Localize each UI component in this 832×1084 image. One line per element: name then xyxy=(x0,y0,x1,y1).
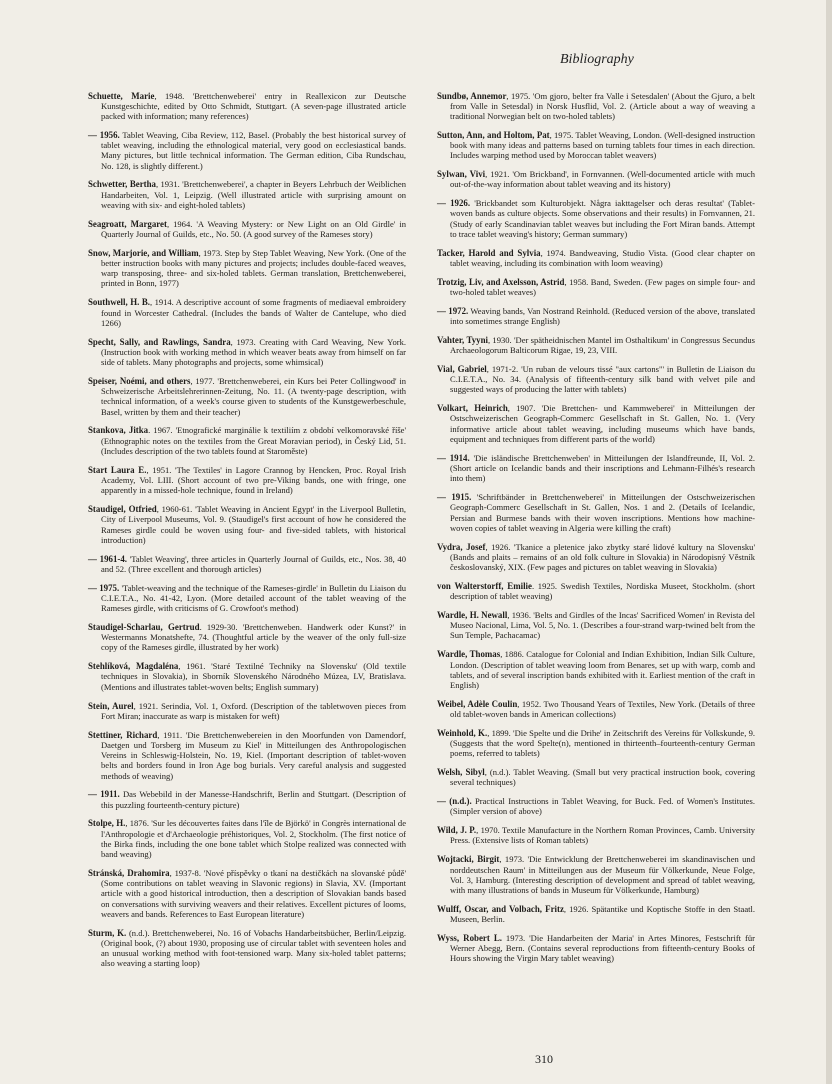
entry-citation: , (n.d.). Tablet Weaving. (Small but very practical instruction book, covering several techniques) xyxy=(450,767,755,788)
entry-author: Wardle, Thomas xyxy=(437,649,501,660)
entry-citation: , 1975. Tablet Weaving, London. (Well-designed instruction book with many ideas and patterns based on turning tablets four times in each direction. Includes warping method used by Moroccan tablet weavers) xyxy=(450,129,755,161)
bibliography-entry xyxy=(88,376,406,417)
entry-citation: Tablet Weaving, Ciba Review, 112, Basel. (Probably the best historical survey of tablet weaving, including the ethnological material, very good on ecclesiastical bands. Many pictures, but little technical information. The German edition, Ciba Rundschau, No. 128, is slightly different.) xyxy=(101,129,407,171)
bibliography-entry xyxy=(437,364,755,395)
entry-citation: . 1925. Swedish Textiles, Nordiska Museet, Stockholm. (short description of tablet weaving) xyxy=(450,580,756,602)
bibliography-entry xyxy=(437,796,755,817)
entry-citation: 1973. 'Die Handarbeiten der Maria' in Artes Minores, Festschrift für Werner Abegg, Bern. (Contains several reproductions from fifteenth-century Books of Hours showing the Virgin Mary tablet weaving) xyxy=(450,932,755,964)
entry-author: Stolpe, H. xyxy=(88,818,126,829)
page-number: 310 xyxy=(535,1052,553,1066)
bibliography-entry xyxy=(88,730,406,781)
bibliography-entry xyxy=(437,403,755,444)
entry-author: Snow, Marjorie, and William xyxy=(88,247,199,258)
entry-citation: , 1960-61. 'Tablet Weaving in Ancient Egypt' in the Liverpool Bulletin, City of Liverpool Museums, Vol. 9. (Staudigel's first account of how he considered the Rameses girdle could be woven using four- and five-sided tablets, with historical introduction) xyxy=(101,504,406,545)
entry-citation: , 1975. 'Om gjoro, belter fra Valle i Setesdalen' (About the Gjuro, a belt from Valle in Setesdal) in Norsk Husflid, Vol. 2. (Article about a way of weaving a traditional Norwegian belt on two-holed tablets) xyxy=(450,90,755,122)
bibliography-entry xyxy=(88,661,406,692)
bibliography-entry xyxy=(437,904,755,925)
entry-author: Vial, Gabriel xyxy=(437,363,487,374)
bibliography-entry xyxy=(88,504,406,545)
entry-author: Welsh, Sibyl xyxy=(437,767,485,778)
bibliography-entry xyxy=(437,581,755,602)
bibliography-entry xyxy=(88,425,406,456)
entry-author: Wulff, Oscar, and Volbach, Fritz xyxy=(437,903,564,914)
bibliography-entry xyxy=(437,130,755,161)
entry-citation: , 1936. 'Belts and Girdles of the Incas' Sacrificed Women' in Revista del Museo Nacional, Lima, Vol. 5, No. 1. (Describes a four-strand warp-twined belt from the Sun Temple, Pachacamac) xyxy=(450,609,755,641)
entry-citation: , 1964. 'A Weaving Mystery: or New Light on an Old Girdle' in Quarterly Journal of Guilds, etc., No. 50. (A good survey of the Rameses story) xyxy=(101,218,406,239)
entry-citation: , 1971-2. 'Un ruban de velours tissé "aux cartons"' in Bulletin de Liaison du C.I.E.T.A., No. 34. (Analysis of fifteenth-century silk band with velvet pile and suggested ways of producing the latter with tablets) xyxy=(450,363,756,395)
bibliography-entry xyxy=(88,622,406,653)
entry-citation: . 1967. 'Etnografické marginálie k textiliím z období velkomoravské říše' (Ethnographic notes on the textiles from the Great Moravian period), in Český Lid, 51. (Includes description of the two tablets found at Staroměste) xyxy=(101,425,406,456)
entry-citation: 'Brickbandet som Kulturobjekt. Några iakttagelser och deras resultat' (Tablet-woven bands as culture objects. Some observations and their results) in Fornvannen, 21. (Study of early Scandinavian tablet weaves but including the Fort Miran bands. Attempt to trace tablet weaving's history; German summary) xyxy=(450,198,756,239)
bibliography-entry xyxy=(88,465,406,496)
entry-author: Wardle, H. Newall xyxy=(437,609,508,620)
entry-author: Tacker, Harold and Sylvia xyxy=(437,247,541,258)
entry-author: Stettiner, Richard xyxy=(88,729,158,740)
bibliography-entry xyxy=(437,699,755,720)
bibliography-entry xyxy=(88,219,406,240)
entry-citation: , 1886. Catalogue for Colonial and Indian Exhibition, Indian Silk Culture, London. (Description of tablet weaving loom from Benares, set up with warp, comb and tablets, and of several inscription bands exhibited with it. Earliest mention of the craft in English) xyxy=(450,649,755,690)
entry-author: Sturm, K. xyxy=(88,927,127,938)
entry-citation: , 1911. 'Die Brettchenwebereien in den Moorfunden von Damendorf, Daetgen und Torsberg im Museum zu Kiel' in Mitteilungen des Anthropologischen Vereins in Schleswig-Holstein, No. 19, Kiel. (Important description of tablet-woven belts and borders found in Iron Age bog burials. Very careful analysis and suggested methods of weaving) xyxy=(101,729,407,781)
bibliography-entry xyxy=(88,91,406,122)
page-title: Bibliography xyxy=(560,52,634,67)
entry-citation: , 1907. 'Die Brettchen- und Kammweberei' in Mitteilungen der Ostschweizerischen Geograph-Commerc Gesellschaft in St. Gallen, No. 1. (Very informative article about tablet weaving, including museums which have bands, equipment and techniques from different parts of the world) xyxy=(450,403,755,444)
entry-citation: Practical Instructions in Tablet Weaving, for Buck. Fed. of Women's Institutes. (Simpler version of above) xyxy=(450,796,755,817)
entry-author: Weibel, Adèle Coulin xyxy=(437,698,518,709)
entry-author: Volkart, Heinrich xyxy=(437,403,508,414)
entry-author: Specht, Sally, and Rawlings, Sandra xyxy=(88,336,231,347)
entry-citation: 'Tablet Weaving', three articles in Quarterly Journal of Guilds, etc., Nos. 38, 40 and 52. (Three excellent and thorough articles) xyxy=(101,553,406,574)
entry-author: Seagroatt, Margaret xyxy=(88,218,167,229)
entry-author: — 1961-4. xyxy=(88,553,127,564)
entry-author: Vahter, Tyyni xyxy=(437,334,488,345)
entry-author: Stehlíková, Magdaléna xyxy=(88,661,179,672)
entry-author: Stránská, Drahomira xyxy=(88,867,170,878)
bibliography-entry xyxy=(437,335,755,356)
entry-citation: , 1931. 'Brettchenweberei', a chapter in Beyers Lehrbuch der Weiblichen Handarbeiten, Vol. 1, Leipzig. (Well illustrated article with surprising amount on weaving with six- and eight-holed tablets) xyxy=(101,179,406,210)
bibliography-entry xyxy=(437,91,755,122)
entry-author: Schuette, Marie xyxy=(88,90,155,101)
entry-author: Wojtacki, Birgit xyxy=(437,854,500,865)
entry-author: — 1914. xyxy=(437,452,470,463)
entry-author: Staudigel-Scharlau, Gertrud xyxy=(88,621,200,632)
bibliography-entry xyxy=(437,610,755,641)
entry-citation: , 1926. 'Tkanice a pletenice jako zbytky staré lidové kultury na Slovensku' (Bands and plaits – remains of an old folk culture in Slovakia) in Národopisný Věstník českoslovanský, XIX. (Few pages and pictures on tablet weaving in Slovakia) xyxy=(450,541,755,573)
entry-author: Trotzig, Liv, and Axelsson, Astrid xyxy=(437,276,565,287)
bibliography-entry xyxy=(88,179,406,210)
bibliography-entry xyxy=(437,767,755,788)
entry-citation: , 1876. 'Sur les découvertes faites dans l'île de Björkö' in Congrès international de l'Anthropologie et d'Archaeologie préhistoriques, Vol. 2, Stockholm. (The first notice of the Birka finds, including the one bone tablet which Stolpe realized was connected with band weaving) xyxy=(101,818,406,860)
entry-citation: , 1974. Bandweaving, Studio Vista. (Good clear chapter on tablet weaving, including its combination with loom weaving) xyxy=(450,247,755,268)
entry-citation: , 1930. 'Der spätheidnischen Mantel im Osthaltikum' in Congressus Secundus Archaeologorum Balticorum Rigae, 19, 23, VIII. xyxy=(450,334,755,356)
entry-citation: , 1977. 'Brettchenweberei, ein Kurs bei Peter Collingwood' in Schweizerische Arbeitslehrerinnen-Zeitung, No. 11. (A twenty-page description, with technical information, of a week's course given to students of the Kunstgewerbeschule, Basel, written by them and their teacher) xyxy=(101,375,406,417)
entry-citation: , 1961. 'Staré Textilné Techniky na Slovensku' (Old textile techniques in Slovakia), in Sborník Slovenského Národného Múzea, LV, Bratislava. (Mentions and illustrates tablet-woven belts; English summary) xyxy=(101,661,406,692)
entry-citation: , 1926. Spätantike und Koptische Stoffe in den Staatl. Museen, Berlin. xyxy=(450,903,755,925)
bibliography-entry xyxy=(437,854,755,895)
bibliography-entry xyxy=(437,169,755,190)
entry-author: — 1926. xyxy=(437,198,471,209)
bibliography-entry xyxy=(437,649,755,690)
bibliography-entry xyxy=(88,583,406,614)
entry-author: Sundbø, Annemor xyxy=(437,90,507,101)
entry-author: — (n.d.). xyxy=(437,796,472,807)
entry-author: Vydra, Josef xyxy=(437,541,486,552)
entry-author: Sutton, Ann, and Holtom, Pat xyxy=(437,129,550,140)
entry-author: Sylwan, Vivi xyxy=(437,169,486,180)
bibliography-entry xyxy=(88,701,406,722)
entry-citation: , 1958. Band, Sweden. (Few pages on simple four- and two-holed tablet weaves) xyxy=(450,276,755,298)
entry-citation: , 1948. 'Brettchenweberei' entry in Reallexicon zur Deutsche Kunstgeschichte, edited by Otto Schmidt, Stuttgart. (A seven-page illustrated article packed with information; many references) xyxy=(101,90,406,122)
entry-author: Southwell, H. B. xyxy=(88,297,150,308)
entry-citation: , 1937-8. 'Nové příspěvky o tkaní na destičkách na slovanské půdě' (Some contributions on tablet weaving in Slavonic regions) in Slavia, XV. (Important article with a good historical introduction, then a description of Slovakian bands based on conversations with surviving weavers and their relatives. Excellent pictures of looms, weavers and bands. References to East European literature) xyxy=(101,867,406,919)
bibliography-entry xyxy=(88,248,406,289)
entry-citation: (n.d.). Brettchenweberei, No. 16 of Vobachs Handarbeitsbücher, Berlin/Leipzig. (Original book, (?) about 1930, proposing use of circular tablet with seventeen holes and an unusual working method with foot-tensioned warp. Many six-holed tablet patterns; also weaving a starting loop) xyxy=(101,927,406,969)
bibliography-entry xyxy=(437,248,755,269)
entry-citation: , 1973. Creating with Card Weaving, New York. (Instruction book with working method in which weaver beats away from himself on far side of tablets. Many photographs and projects, some whimsical) xyxy=(101,336,406,368)
bibliography-entry xyxy=(88,130,406,171)
bibliography-entry xyxy=(88,818,406,859)
bibliography-entry xyxy=(437,306,755,327)
entry-citation: 'Schriftbänder in Brettchenweberei' in Mitteilungen der Ostschweizerischen Geograph-Commerc Gesellschaft in St. Gallen, Nos. 1 and 2. (Details of Icelandic, Persian and Burmese bands with their woven inscriptions. Mentions how machine-woven copies of tablet weaving in Algeria were killing the craft) xyxy=(450,492,755,533)
entry-author: Staudigel, Otfried xyxy=(88,504,157,515)
entry-author: Start Laura E. xyxy=(88,464,147,475)
entry-author: — 1956. xyxy=(88,129,120,140)
bibliography-entry xyxy=(88,789,406,810)
entry-author: Stein, Aurel xyxy=(88,700,134,711)
entry-citation: , 1973. Step by Step Tablet Weaving, New York. (One of the better instruction books with many pictures and projects; includes double-faced weaves, warp transposing, three- and six-holed tablets. German translation, Brettchenweberei, printed in Bonn, 1977) xyxy=(101,247,406,289)
entry-author: Wyss, Robert L. xyxy=(437,932,502,943)
entry-citation: Das Webebild in der Manesse-Handschrift, Berlin and Stuttgart. (Description of this puzzling fourteenth-century picture) xyxy=(101,789,407,810)
entry-citation: , 1921. Serindia, Vol. 1, Oxford. (Description of the tabletwoven pieces from Fort Miran; inaccurate as warp is mistaken for weft) xyxy=(101,700,406,721)
bibliography-left-column xyxy=(88,82,406,973)
entry-author: — 1975. xyxy=(88,582,120,593)
entry-author: — 1972. xyxy=(437,305,469,316)
entry-author: Speiser, Noémi, and others xyxy=(88,375,191,386)
entry-citation: . 1929-30. 'Brettchenweben. Handwerk oder Kunst?' in Westermanns Monatshefte, 74. (Thoughtful article by the weaver of the only full-size copy of the Rameses girdle, illustrated by her work) xyxy=(101,621,406,653)
bibliography-entry xyxy=(88,554,406,575)
entry-author: Schwetter, Bertha xyxy=(88,179,156,190)
bibliography-entry xyxy=(88,868,406,919)
entry-citation: 'Tablet-weaving and the technique of the Rameses-girdle' in Bulletin du Liaison du C.I.E.T.A., No. 41-42, Lyon. (More detailed account of the tablet weaving of the Rameses girdle, with criticisms of G. Crowfoot's method) xyxy=(101,582,407,614)
entry-citation: , 1952. Two Thousand Years of Textiles, New York. (Details of three old tablet-woven bands in American collections) xyxy=(450,698,755,720)
bibliography-entry xyxy=(437,277,755,298)
entry-citation: , 1921. 'Om Brickband', in Fornvannen. (Well-documented article with much out-of-the-way information about tablet weaving and its history) xyxy=(450,169,755,190)
entry-citation: , 1899. 'Die Spelte und die Drihe' in Zeitschrift des Vereins für Volkskunde, 9. (Suggests that the word Spelte(n), mentioned in thirteenth–fourteenth-century German poems, referred to tablets) xyxy=(450,727,755,759)
bibliography-entry xyxy=(437,825,755,846)
page-edge xyxy=(826,0,832,1084)
entry-author: Weinhold, K. xyxy=(437,727,488,738)
bibliography-entry xyxy=(437,728,755,759)
bibliography-entry xyxy=(88,928,406,969)
entry-author: Wild, J. P. xyxy=(437,825,477,836)
entry-citation: Weaving bands, Van Nostrand Reinhold. (Reduced version of the above, translated into sometimes strange English) xyxy=(450,305,755,327)
entry-author: Stankova, Jitka xyxy=(88,425,149,436)
entry-citation: , 1970. Textile Manufacture in the Northern Roman Provinces, Camb. University Press. (Extensive lists of Roman tablets) xyxy=(450,825,755,846)
bibliography-entry xyxy=(88,297,406,328)
bibliography-entry xyxy=(88,337,406,368)
bibliography-right-column xyxy=(437,82,755,969)
entry-author: von Walterstorff, Emilie xyxy=(437,580,532,591)
bibliography-entry xyxy=(437,492,755,533)
entry-citation: , 1973. 'Die Entwicklung der Brettchenweberei im skandinavischen und norddeutschen Raum' in Mitteilungen aus der Museum für Völkerkunde, Neue Folge, Vol. 3, Hamburg. (Interesting description of development and spread of tablet weaving, with many illustrations of bands in Museum für Völkerkunde, Hamburg) xyxy=(450,854,755,896)
entry-citation: , 1914. A descriptive account of some fragments of mediaeval embroidery found in Worcester Cathedral. (Includes the bands of Walter de Cantelupe, who died 1266) xyxy=(101,297,406,328)
bibliography-entry xyxy=(437,198,755,239)
entry-citation: , 1951. 'The Textiles' in Lagore Crannog by Hencken, Proc. Royal Irish Academy, Vol. LIII. (Short account of two pre-Viking bands, one with fringe, one apparently in a missed-hole technique, found in Ireland) xyxy=(101,464,406,496)
entry-author: — 1915. xyxy=(437,492,472,503)
entry-author: — 1911. xyxy=(88,789,120,800)
bibliography-entry xyxy=(437,453,755,484)
bibliography-entry xyxy=(437,933,755,964)
bibliography-entry xyxy=(437,542,755,573)
entry-citation: 'Die isländische Brettchenweben' in Mitteilungen der Islandfreunde, II, Vol. 2. (Short article on Icelandic bands and their inscriptions and Lehmann-Filhés's research into them) xyxy=(450,452,755,484)
